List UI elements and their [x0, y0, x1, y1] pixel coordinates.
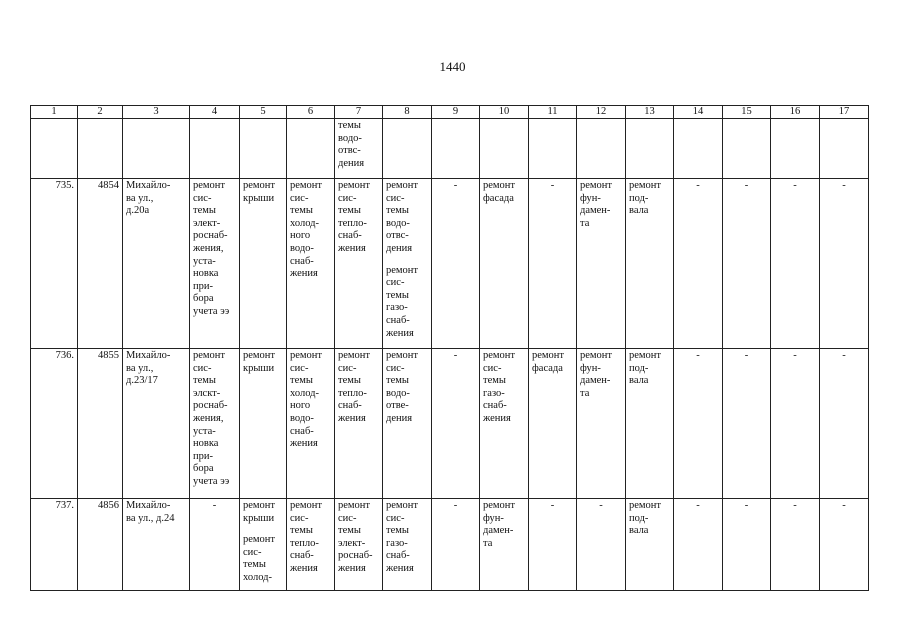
cell-text: ремонт фун- дамен- та	[483, 500, 516, 549]
cell-text: -	[696, 350, 700, 361]
cell-text: темы водо- отвс- дения	[338, 120, 365, 169]
table-cell	[123, 119, 190, 179]
cell-text: ремонт сис- темы элект- роснаб- жения	[338, 500, 373, 574]
table-cell	[287, 349, 335, 499]
cell-text: ремонт сис- темы водо- отвс- дения	[386, 180, 419, 254]
cell-text: ремонт фун- дамен- та	[580, 180, 613, 229]
cell-text: -	[842, 350, 846, 361]
table-cell	[771, 499, 820, 591]
table-cell	[383, 119, 432, 179]
cell-text: -	[842, 500, 846, 511]
table-cell	[480, 499, 529, 591]
table-cell	[771, 179, 820, 349]
cell-text: ремонт сис- темы тепло- снаб- жения	[290, 500, 323, 574]
table-cell	[432, 119, 480, 179]
table-cell	[820, 119, 869, 179]
table-cell	[287, 499, 335, 591]
table-cell	[240, 499, 287, 591]
table-cell	[78, 179, 123, 349]
table-cell	[626, 179, 674, 349]
table-cell	[383, 349, 432, 499]
table-cell	[674, 499, 723, 591]
table-cell	[820, 349, 869, 499]
cell-text: ремонт сис- темы тепло- снаб- жения	[338, 180, 371, 254]
column-header: 10	[480, 106, 529, 119]
cell-text: ремонт сис- темы холод-	[243, 534, 276, 583]
table-row	[31, 179, 869, 349]
cell-text: -	[453, 350, 458, 361]
table-cell	[31, 349, 78, 499]
cell-text: -	[793, 180, 797, 191]
column-header: 1	[31, 106, 78, 119]
column-header: 2	[78, 106, 123, 119]
table-cell	[78, 119, 123, 179]
cell-text: ремонт фун- дамен- та	[580, 350, 613, 399]
column-header: 15	[723, 106, 771, 119]
cell-text: 736.	[55, 350, 74, 361]
column-header: 14	[674, 106, 723, 119]
table-cell	[383, 179, 432, 349]
table-cell	[31, 179, 78, 349]
cell-text: -	[453, 500, 458, 511]
table-cell	[674, 119, 723, 179]
table-cell	[577, 179, 626, 349]
table-cell	[190, 499, 240, 591]
table-cell	[383, 499, 432, 591]
table-cell	[820, 179, 869, 349]
cell-text: -	[599, 500, 603, 511]
column-header: 17	[820, 106, 869, 119]
cell-text: ремонт сис- темы элскт- роснаб- жения, уста- новка при- бора учета ээ	[193, 350, 230, 487]
column-header: 12	[577, 106, 626, 119]
table-cell	[123, 179, 190, 349]
cell-text: ремонт крыши	[243, 500, 276, 524]
cell-text: -	[696, 500, 700, 511]
cell-text: ремонт крыши	[243, 180, 276, 204]
table-cell	[335, 349, 383, 499]
column-header: 7	[335, 106, 383, 119]
table-cell	[123, 349, 190, 499]
table-cell	[240, 119, 287, 179]
table-cell	[190, 119, 240, 179]
table-cell	[31, 119, 78, 179]
table-row	[31, 499, 869, 591]
page-number: 1440	[439, 59, 466, 74]
table-cell	[480, 349, 529, 499]
cell-text: ремонт сис- темы элект- роснаб- жения, уста- новка при- бора учета ээ	[193, 180, 230, 317]
table-cell	[723, 119, 771, 179]
table-cell	[820, 499, 869, 591]
column-header: 9	[432, 106, 480, 119]
table-cell	[674, 179, 723, 349]
table-cell	[335, 499, 383, 591]
table-cell	[626, 119, 674, 179]
cell-text: 4854	[98, 180, 119, 191]
table-cell	[577, 119, 626, 179]
column-header: 3	[123, 106, 190, 119]
table-cell	[626, 349, 674, 499]
table-cell	[480, 179, 529, 349]
table-cell	[674, 349, 723, 499]
cell-text: ремонт сис- темы водо- отве- дения	[386, 350, 419, 424]
table-cell	[335, 179, 383, 349]
column-header: 13	[626, 106, 674, 119]
table-cell	[432, 499, 480, 591]
cell-text: -	[696, 180, 700, 191]
table-cell	[240, 349, 287, 499]
cell-text: ремонт крыши	[243, 350, 276, 374]
table-cell	[432, 179, 480, 349]
table-cell	[723, 349, 771, 499]
cell-text: ремонт сис- темы холод- ного водо- снаб- жения	[290, 350, 323, 450]
table-row	[31, 119, 869, 179]
repair-schedule-table	[30, 105, 869, 591]
cell-text: -	[793, 350, 797, 361]
cell-text: -	[212, 500, 217, 511]
column-header: 16	[771, 106, 820, 119]
table-cell	[771, 119, 820, 179]
column-header: 11	[529, 106, 577, 119]
cell-text: 4855	[98, 350, 119, 361]
table-cell	[626, 499, 674, 591]
table-cell	[723, 179, 771, 349]
cell-text: ремонт под- вала	[629, 350, 662, 387]
cell-text: Михайло- ва ул., д.23/17	[126, 350, 171, 387]
table-cell	[577, 499, 626, 591]
table-cell	[335, 119, 383, 179]
cell-text: ремонт фасада	[483, 180, 516, 204]
table-cell	[287, 119, 335, 179]
table-cell	[723, 499, 771, 591]
table-cell	[190, 179, 240, 349]
cell-text: 735.	[55, 180, 74, 191]
table-cell	[190, 349, 240, 499]
cell-text: ремонт под- вала	[629, 500, 662, 537]
column-header: 6	[287, 106, 335, 119]
cell-text: 737.	[55, 500, 74, 511]
cell-text: ремонт под- вала	[629, 180, 662, 217]
table-cell	[240, 179, 287, 349]
cell-text: ремонт сис- темы холод- ного водо- снаб- жения	[290, 180, 323, 280]
cell-text: 4856	[98, 500, 119, 511]
column-header: 8	[383, 106, 432, 119]
table-cell	[480, 119, 529, 179]
cell-text: -	[793, 500, 797, 511]
table-row	[31, 349, 869, 499]
cell-text: -	[842, 180, 846, 191]
cell-text: -	[550, 180, 555, 191]
table-cell	[771, 349, 820, 499]
cell-text: -	[744, 500, 749, 511]
table-cell	[123, 499, 190, 591]
cell-text: ремонт сис- темы газо- снаб- жения	[483, 350, 516, 424]
header-row	[31, 106, 869, 119]
column-header: 4	[190, 106, 240, 119]
cell-text: -	[744, 180, 749, 191]
table-cell	[529, 119, 577, 179]
table-cell	[577, 349, 626, 499]
table-cell	[529, 179, 577, 349]
table-cell	[529, 349, 577, 499]
table-cell	[78, 349, 123, 499]
table-cell	[287, 179, 335, 349]
table-cell	[529, 499, 577, 591]
cell-text: ремонт сис- темы газо- снаб- жения	[386, 264, 419, 339]
cell-text: -	[453, 180, 458, 191]
cell-text: -	[550, 500, 555, 511]
table-cell	[31, 499, 78, 591]
cell-text: Михайло- ва ул., д.20а	[126, 180, 171, 217]
cell-text: Михайло- ва ул., д.24	[126, 500, 175, 524]
table-cell	[432, 349, 480, 499]
cell-text: ремонт сис- темы газо- снаб- жения	[386, 500, 419, 574]
cell-text: ремонт фасада	[532, 350, 565, 374]
table-cell	[78, 499, 123, 591]
cell-text: ремонт сис- темы тепло- снаб- жения	[338, 350, 371, 424]
cell-text: -	[744, 350, 749, 361]
column-header: 5	[240, 106, 287, 119]
